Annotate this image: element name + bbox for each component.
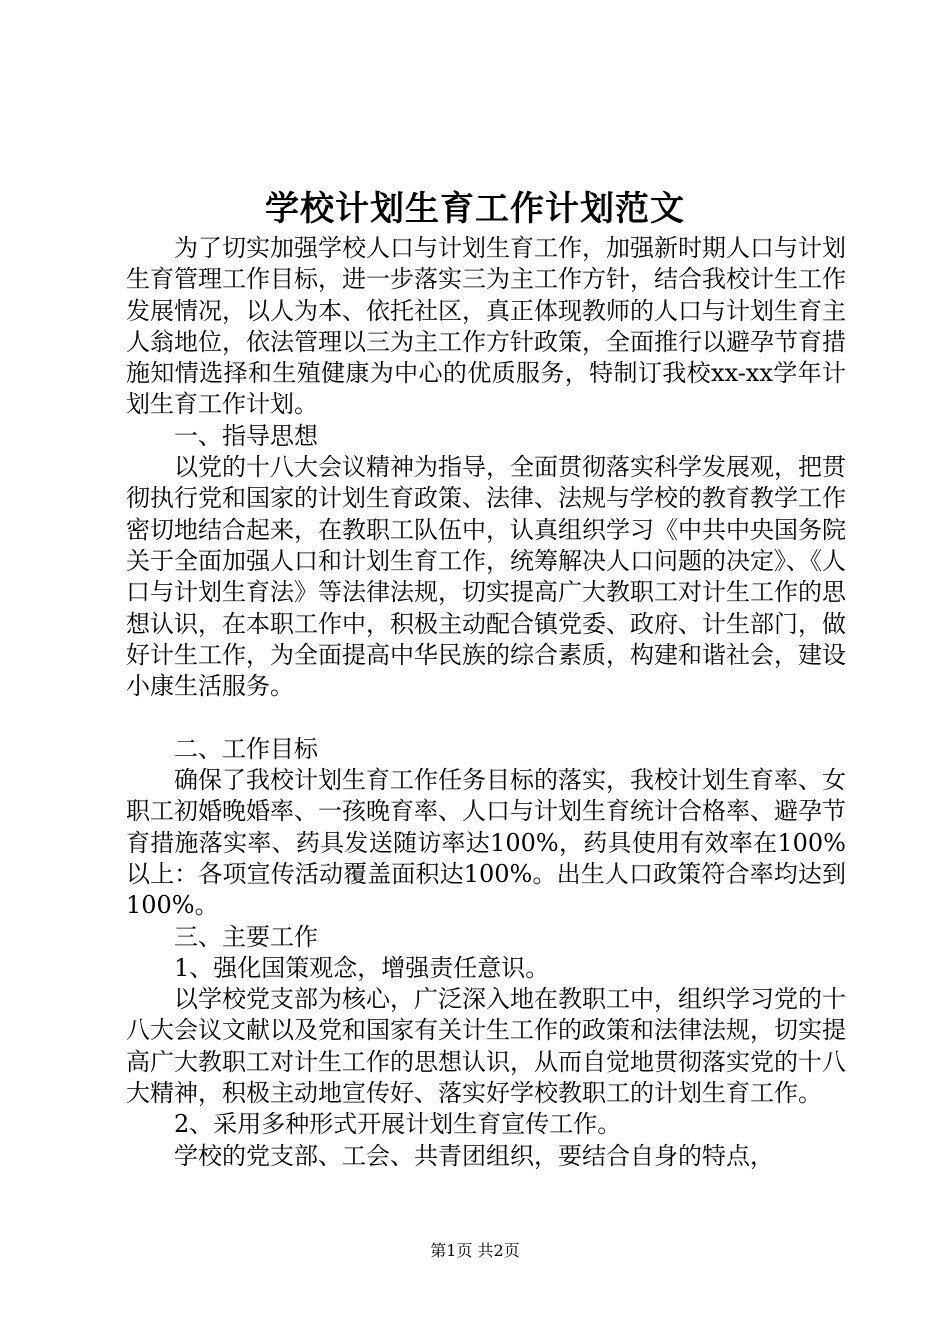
subsection-heading-2: 2、采用多种形式开展计划生育宣传工作。: [174, 1110, 622, 1139]
work-goals-paragraph: 确保了我校计划生育工作任务目标的落实，我校计划生育率、女职工初婚晚婚率、一孩晚育率、人口与计划生育统计合格率、避孕节育措施落实率、药具发送随访率达100%，药具使用有效率在100%以上：各项宣传活动覆盖面积达100%。出生人口政策符合率均达到100%。: [126, 766, 846, 920]
section-heading-work-goals: 二、工作目标: [174, 734, 318, 763]
page-footer: 第1页 共2页: [430, 1241, 520, 1260]
subsection-heading-1: 1、强化国策观念，增强责任意识。: [174, 953, 550, 982]
blank-line: [126, 702, 846, 733]
subsection-2-paragraph: 学校的党支部、工会、共青团组织，要结合自身的特点，: [174, 1141, 774, 1170]
guiding-ideology-paragraph: 以党的十八大会议精神为指导，全面贯彻落实科学发展观，把贯彻执行党和国家的计划生育政策、法律、法规与学校的教育教学工作密切地结合起来，在教职工队伍中，认真组织学习《中共中央国务院关于全面加强人口和计划生育工作，统筹解决人口问题的决定》、《人口与计划生育法》等法律法规，切实提高广大教职工对计生工作的思想认识，在本职工作中，积极主动配合镇党委、政府、计生部门，做好计生工作，为全面提高中华民族的综合素质，构建和谐社会，建设小康生活服务。: [126, 453, 846, 701]
document-title: 学校计划生育工作计划范文: [265, 189, 685, 229]
document-body: [126, 233, 846, 1172]
intro-paragraph: 为了切实加强学校人口与计划生育工作，加强新时期人口与计划生育管理工作目标，进一步落实三为主工作方针，结合我校计生工作发展情况，以人为本、依托社区，真正体现教师的人口与计划生育主人翁地位，依法管理以三为主工作方针政策，全面推行以避孕节育措施知情选择和生殖健康为中心的优质服务，特制订我校xx-xx学年计划生育工作计划。: [126, 234, 846, 419]
subsection-1-paragraph: 以学校党支部为核心，广泛深入地在教职工中，组织学习党的十八大会议文献以及党和国家有关计生工作的政策和法律法规，切实提高广大教职工对计生工作的思想认识，从而自觉地贯彻落实党的十八大精神，积极主动地宣传好、落实好学校教职工的计划生育工作。: [126, 985, 846, 1108]
section-heading-main-work: 三、主要工作: [174, 922, 318, 951]
section-heading-guiding-ideology: 一、指导思想: [174, 421, 318, 450]
